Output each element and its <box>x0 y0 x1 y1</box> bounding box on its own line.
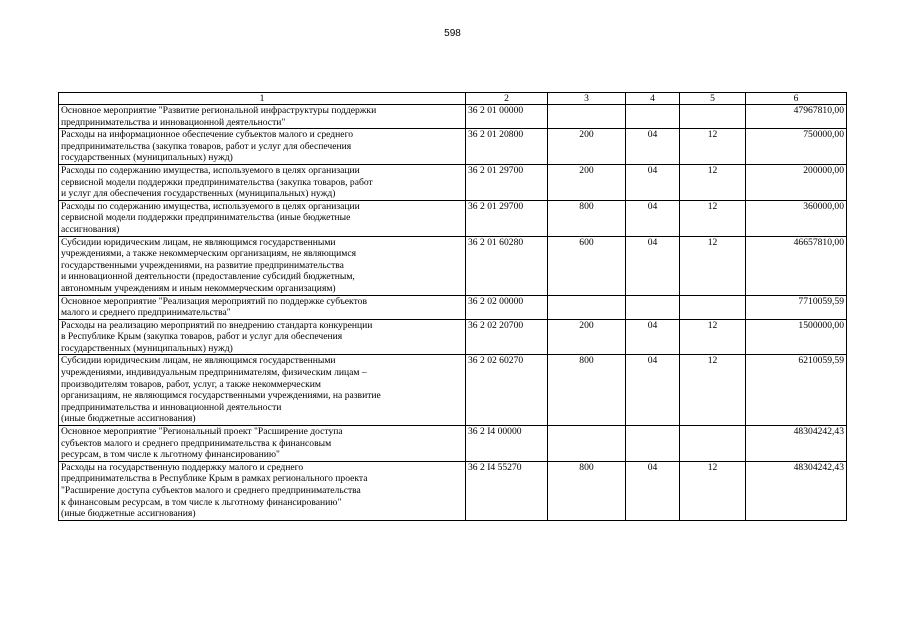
table-row <box>59 200 847 236</box>
row-code: 36 2 01 29700 <box>466 200 548 236</box>
row-subsection: 12 <box>680 236 746 295</box>
row-code: 36 2 02 20700 <box>466 319 548 355</box>
row-amount: 360000,00 <box>746 200 847 236</box>
row-amount: 7710059,59 <box>746 295 847 319</box>
row-description: Субсидии юридическим лицам, не являющимся государственными учреждениями, а также некоммерческим организациям, не являющимся государственными учреждениями, на развитие предпринимательства и инновационной деятельности (предоставление субсидий бюджетным, автономным учреждениям и иным некоммерческим организациям) <box>59 236 466 295</box>
table-row <box>59 105 847 129</box>
table-row <box>59 461 847 520</box>
row-expense-type <box>548 426 626 462</box>
row-expense-type: 200 <box>548 164 626 200</box>
table-row <box>59 426 847 462</box>
row-description: Расходы по содержанию имущества, используемого в целях организации сервисной модели поддержки предпринимательства (закупка товаров, работ и услуг для обеспечения государственных (муниципальных) нужд) <box>59 164 466 200</box>
row-code: 36 2 02 60270 <box>466 355 548 426</box>
row-subsection <box>680 426 746 462</box>
row-expense-type: 800 <box>548 461 626 520</box>
row-amount: 200000,00 <box>746 164 847 200</box>
row-section <box>626 105 680 129</box>
row-amount: 47967810,00 <box>746 105 847 129</box>
row-code: 36 2 02 00000 <box>466 295 548 319</box>
row-expense-type <box>548 295 626 319</box>
column-header: 4 <box>626 93 680 105</box>
row-code: 36 2 I4 55270 <box>466 461 548 520</box>
row-section: 04 <box>626 129 680 165</box>
row-code: 36 2 01 20800 <box>466 129 548 165</box>
row-description: Основное мероприятие "Реализация мероприятий по поддержке субъектов малого и среднего предпринимательства" <box>59 295 466 319</box>
table-row <box>59 319 847 355</box>
row-subsection: 12 <box>680 200 746 236</box>
row-expense-type: 800 <box>548 200 626 236</box>
row-expense-type: 200 <box>548 319 626 355</box>
row-description: Расходы по содержанию имущества, используемого в целях организации сервисной модели поддержки предпринимательства (иные бюджетные ассигнования) <box>59 200 466 236</box>
row-code: 36 2 01 29700 <box>466 164 548 200</box>
row-description: Расходы на реализацию мероприятий по внедрению стандарта конкуренции в Республике Крым (закупка товаров, работ и услуг для обеспечения государственных (муниципальных) нужд) <box>59 319 466 355</box>
row-expense-type <box>548 105 626 129</box>
table-row <box>59 355 847 426</box>
row-code: 36 2 I4 00000 <box>466 426 548 462</box>
row-description: Расходы на государственную поддержку малого и среднего предпринимательства в Республике Крым в рамках регионального проекта "Расширение доступа субъектов малого и среднего предпринимательства к финансовым ресурсам, в том числе к льготному финансированию" (иные бюджетные ассигнования) <box>59 461 466 520</box>
row-expense-type: 200 <box>548 129 626 165</box>
row-section <box>626 426 680 462</box>
row-subsection: 12 <box>680 355 746 426</box>
row-amount: 48304242,43 <box>746 461 847 520</box>
row-amount: 1500000,00 <box>746 319 847 355</box>
row-expense-type: 800 <box>548 355 626 426</box>
row-expense-type: 600 <box>548 236 626 295</box>
row-section <box>626 295 680 319</box>
row-amount: 46657810,00 <box>746 236 847 295</box>
budget-table <box>58 92 847 521</box>
row-section: 04 <box>626 355 680 426</box>
row-subsection: 12 <box>680 319 746 355</box>
column-header: 2 <box>466 93 548 105</box>
column-header: 6 <box>746 93 847 105</box>
row-subsection <box>680 105 746 129</box>
row-code: 36 2 01 00000 <box>466 105 548 129</box>
column-header: 5 <box>680 93 746 105</box>
row-section: 04 <box>626 319 680 355</box>
table-row <box>59 164 847 200</box>
column-header: 3 <box>548 93 626 105</box>
row-amount: 750000,00 <box>746 129 847 165</box>
row-section: 04 <box>626 236 680 295</box>
page-number: 598 <box>444 28 461 39</box>
row-subsection: 12 <box>680 461 746 520</box>
row-section: 04 <box>626 200 680 236</box>
row-amount: 48304242,43 <box>746 426 847 462</box>
table-row <box>59 129 847 165</box>
column-header: 1 <box>59 93 466 105</box>
row-section: 04 <box>626 461 680 520</box>
row-amount: 6210059,59 <box>746 355 847 426</box>
table-header-row <box>59 93 847 105</box>
row-description: Субсидии юридическим лицам, не являющимся государственными учреждениями, индивидуальным предпринимателям, физическим лицам – производителям товаров, работ, услуг, а также некоммерческим организациям, не являющимся государственными учреждениями, на развитие предпринимательства и инновационной деятельности (иные бюджетные ассигнования) <box>59 355 466 426</box>
table-row <box>59 236 847 295</box>
row-description: Основное мероприятие "Региональный проект "Расширение доступа субъектов малого и среднего предпринимательства к финансовым ресурсам, в том числе к льготному финансированию" <box>59 426 466 462</box>
row-code: 36 2 01 60280 <box>466 236 548 295</box>
row-subsection: 12 <box>680 164 746 200</box>
row-description: Расходы на информационное обеспечение субъектов малого и среднего предпринимательства (закупка товаров, работ и услуг для обеспечения государственных (муниципальных) нужд) <box>59 129 466 165</box>
table-row <box>59 295 847 319</box>
row-description: Основное мероприятие "Развитие региональной инфраструктуры поддержки предпринимательства и инновационной деятельности" <box>59 105 466 129</box>
row-subsection: 12 <box>680 129 746 165</box>
row-section: 04 <box>626 164 680 200</box>
row-subsection <box>680 295 746 319</box>
